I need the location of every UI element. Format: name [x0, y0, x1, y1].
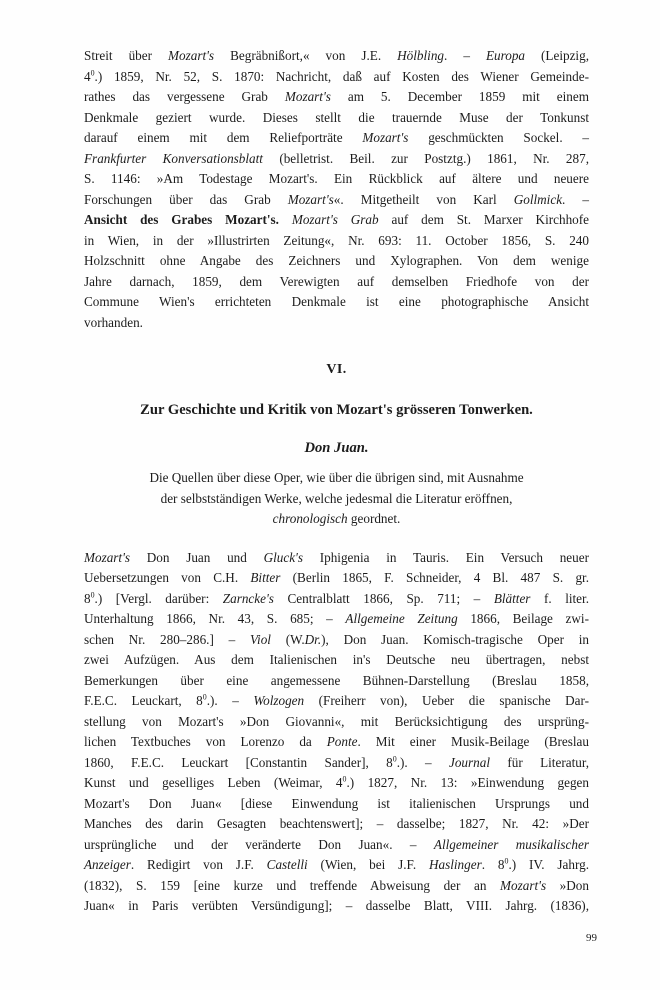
- text-run: Mozart's: [84, 549, 131, 565]
- text-run: Dr.: [304, 631, 322, 647]
- text-run: ), Don Juan. Komisch-tragische Oper in: [321, 631, 589, 647]
- text-line: [84, 753, 589, 774]
- text-line: [84, 876, 589, 897]
- text-run: Allgemeiner musikalischer: [433, 836, 589, 852]
- text-block: [84, 46, 589, 917]
- text-run: Commune Wien's errichteten Denkmale ist eine photographische Ansicht: [84, 294, 589, 309]
- text-run: Ansicht des Grabes Mozart's.: [84, 212, 279, 227]
- text-run: stellung von Mozart's »Don Giovanni«, mit Berücksichtigung des ursprüng-: [84, 713, 589, 729]
- text-line: [84, 128, 589, 149]
- text-line: [84, 251, 589, 272]
- editorial-note: [84, 468, 589, 530]
- text-run: [279, 212, 292, 227]
- text-run: (Berlin 1865, F. Schneider, 4 Bl. 487 S. gr.: [280, 570, 590, 585]
- text-run: Uebersetzungen von C.H.: [84, 570, 251, 585]
- text-run: Mozart's: [500, 877, 547, 893]
- text-run: .) [Vergl. darüber:: [94, 590, 223, 606]
- text-line: [84, 272, 589, 293]
- text-line: [84, 630, 589, 651]
- text-line: [84, 149, 589, 170]
- text-run: Denkmale geziert wurde. Dieses stellt die trauernde Muse der Tonkunst: [84, 109, 589, 125]
- text-run: 1866, Beilage zwi-: [457, 611, 589, 626]
- text-line: [84, 548, 589, 569]
- text-line: [84, 231, 589, 252]
- text-line: [84, 896, 589, 917]
- text-run: (W.: [270, 631, 305, 647]
- superscript: 0: [504, 856, 509, 866]
- text-line: [84, 313, 589, 334]
- text-run: Allgemeine Zeitung: [345, 611, 458, 626]
- text-run: Gluck's: [263, 549, 304, 565]
- text-run: Mozart's: [287, 191, 334, 207]
- text-run: zwei Aufzügen. Aus dem Italienischen in's Deutsche neu übertragen, nebst: [84, 652, 589, 667]
- text-run: «. Mitgetheilt von Karl: [333, 191, 514, 207]
- text-run: Viol: [249, 631, 271, 647]
- text-run: S. 1146: »Am Todestage Mozart's. Ein Rückblick auf ältere und neuere: [84, 171, 589, 186]
- text-run: .). –: [396, 754, 449, 770]
- text-run: f. liter.: [530, 590, 590, 606]
- text-run: am 5. December 1859 mit einem: [330, 89, 589, 104]
- text-run: Iphigenia in Tauris. Ein Versuch neuer: [303, 549, 589, 565]
- text-run: Forschungen über das Grab: [84, 191, 288, 207]
- text-line: [84, 169, 589, 190]
- paragraph-don-juan-bibliography: [84, 548, 589, 917]
- text-run: Streit über: [84, 48, 169, 63]
- text-run: Jahre darnach, 1859, dem Verewigten auf demselben Friedhofe von der: [84, 273, 589, 289]
- superscript: 0: [90, 68, 95, 78]
- text-run: für Literatur,: [490, 754, 589, 770]
- text-run: Manches des darin Gesagten beachtenswert]; – dasselbe; 1827, Nr. 42: »Der: [84, 816, 589, 831]
- section-subtitle: Don Juan.: [304, 440, 369, 456]
- text-line: [84, 671, 589, 692]
- text-run: . 8: [481, 857, 505, 872]
- text-line: [84, 691, 589, 712]
- chapter-title: Zur Geschichte und Kritik von Mozart's grösseren Tonwerken.: [140, 402, 533, 418]
- text-run: Journal: [448, 754, 491, 770]
- text-run: (Wien, bei J.F.: [307, 857, 429, 872]
- text-line: [84, 773, 589, 794]
- superscript: 0: [90, 590, 95, 600]
- text-line: [84, 509, 589, 530]
- text-line: [84, 46, 589, 67]
- text-line: [84, 732, 589, 753]
- text-run: . –: [562, 191, 589, 207]
- text-line: [84, 589, 589, 610]
- text-run: Frankfurter Konversationsblatt: [84, 150, 263, 166]
- text-run: .) 1859, Nr. 52, S. 1870: Nachricht, daß auf Kosten des Wiener Gemeinde-: [94, 68, 589, 84]
- text-run: .) IV. Jahrg.: [508, 857, 590, 872]
- text-run: (1832), S. 159 [eine kurze und treffende Abweisung der an: [84, 877, 501, 893]
- text-run: in Wien, in der »Illustrirten Zeitung«, Nr. 693: 11. October 1856, S. 240: [84, 232, 589, 248]
- text-run: Gollmick: [513, 191, 563, 207]
- superscript: 0: [342, 774, 347, 784]
- text-line: [84, 650, 589, 671]
- text-run: Juan« in Paris verübten Versündigung]; – dasselbe Blatt, VIII. Jahrg. (1836),: [84, 898, 589, 913]
- text-run: Centralblatt 1866, Sp. 711; –: [273, 590, 494, 606]
- text-run: Haslinger: [428, 857, 482, 872]
- text-run: geschmückten Sockel. –: [408, 130, 590, 145]
- text-run: Mozart's: [362, 130, 409, 145]
- text-run: rathes das vergessene Grab: [84, 89, 285, 104]
- text-run: chronologisch: [272, 511, 348, 526]
- text-run: Die Quellen über diese Oper, wie über die übrigen sind, mit Ausnahme: [149, 470, 524, 485]
- chapter-numeral: VI.: [326, 362, 347, 377]
- text-line: [84, 468, 589, 489]
- text-run: lichen Textbuches von Lorenzo da: [84, 734, 327, 749]
- paragraph-mozart-grave: [84, 46, 589, 333]
- text-line: [84, 794, 589, 815]
- text-run: geordnet.: [347, 511, 401, 526]
- text-run: Blätter: [493, 590, 531, 606]
- text-run: Begräbnißort,« von J.E.: [214, 48, 398, 63]
- text-run: Mozart's: [168, 48, 215, 63]
- text-line: [84, 210, 589, 231]
- text-run: . –: [444, 48, 486, 63]
- text-run: darauf einem mit dem Reliefporträte: [84, 130, 363, 145]
- text-run: .) 1827, Nr. 13: »Einwendung gegen: [346, 775, 590, 790]
- text-run: ursprüngliche und der veränderte Don Juan«. –: [84, 836, 434, 852]
- text-line: [84, 835, 589, 856]
- text-run: Ponte: [326, 734, 358, 749]
- text-run: . Redigirt von J.F.: [130, 857, 267, 872]
- page-number: 99: [586, 932, 597, 944]
- text-line: [84, 67, 589, 88]
- text-run: Anzeiger: [84, 857, 131, 872]
- superscript: 0: [202, 692, 207, 702]
- text-line: [84, 814, 589, 835]
- text-run: Unterhaltung 1866, Nr. 43, S. 685; –: [84, 611, 346, 626]
- text-run: schen Nr. 280–286.] –: [84, 631, 250, 647]
- text-line: [84, 568, 589, 589]
- text-line: [84, 855, 589, 876]
- text-run: »Don: [546, 877, 589, 893]
- text-run: vorhanden.: [84, 314, 143, 330]
- text-run: Wolzogen: [253, 693, 305, 708]
- text-run: . Mit einer Musik-Beilage (Breslau: [357, 734, 590, 749]
- text-run: Don Juan und: [130, 549, 264, 565]
- text-run: Hölbling: [397, 48, 445, 63]
- text-line: [84, 292, 589, 313]
- text-run: Bemerkungen über eine angemessene Bühnen-Darstellung (Breslau 1858,: [84, 672, 589, 688]
- text-run: Mozart's Don Juan« [diese Einwendung ist italienischen Ursprungs und: [84, 795, 589, 811]
- text-line: [84, 190, 589, 211]
- text-run: 1860, F.E.C. Leuckart [Constantin Sander], 8: [84, 754, 393, 770]
- text-run: Holzschnitt ohne Angabe des Zeichners und Xylographen. Von dem wenige: [84, 253, 589, 268]
- text-run: (belletrist. Beil. zur Postztg.) 1861, Nr. 287,: [262, 150, 589, 166]
- text-run: Europa: [485, 48, 526, 63]
- text-run: Zarncke's: [222, 590, 274, 606]
- text-run: Castelli: [266, 857, 308, 872]
- text-run: (Leipzig,: [525, 48, 589, 63]
- text-line: [84, 609, 589, 630]
- text-run: .). –: [206, 693, 254, 708]
- text-run: Mozart's Grab: [291, 212, 379, 227]
- text-run: Bitter: [250, 570, 281, 585]
- text-run: (Freiherr von), Ueber die spanische Dar-: [304, 693, 589, 708]
- text-run: Kunst und geselliges Leben (Weimar, 4: [84, 775, 343, 790]
- text-run: F.E.C. Leuckart, 8: [84, 693, 203, 708]
- text-run: 4: [84, 68, 91, 84]
- text-run: Mozart's: [284, 89, 331, 104]
- text-run: auf dem St. Marxer Kirchhofe: [378, 212, 590, 227]
- text-line: [84, 108, 589, 129]
- text-line: [84, 87, 589, 108]
- text-run: 8: [84, 590, 91, 606]
- superscript: 0: [392, 754, 397, 764]
- text-line: [84, 489, 589, 510]
- text-run: der selbstständigen Werke, welche jedesmal die Literatur eröffnen,: [160, 490, 513, 506]
- text-line: [84, 712, 589, 733]
